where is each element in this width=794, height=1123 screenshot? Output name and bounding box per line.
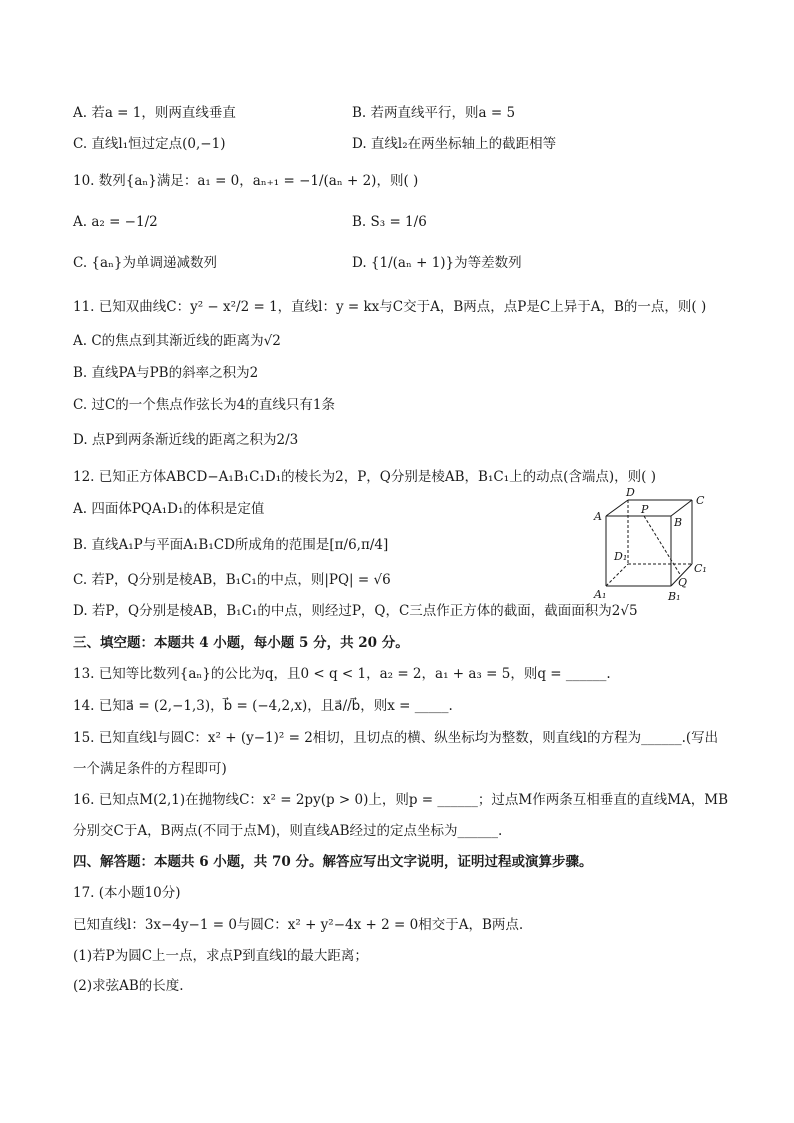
- q9-option-d: D. 直线l₂在两坐标轴上的截距相等: [352, 136, 557, 152]
- cube-label-a1: A₁: [594, 588, 607, 601]
- cube-label-c: C: [696, 494, 705, 507]
- q10-option-b: B. S₃ = 1/6: [352, 214, 427, 230]
- q9-option-a: A. 若a = 1，则两直线垂直: [73, 105, 236, 121]
- cube-hidden-edge: [606, 564, 628, 586]
- cube-label-d1: D₁: [614, 550, 628, 563]
- cube-diagram: [586, 486, 716, 606]
- q11-option-d: D. 点P到两条渐近线的距离之积为2/3: [73, 432, 299, 448]
- cube-edge: [671, 500, 692, 516]
- q16-line-2: 分别交C于A，B两点(不同于点M)，则直线AB经过的定点坐标为______.: [73, 823, 503, 839]
- q10-option-d: D. {1/(aₙ + 1)}为等差数列: [352, 255, 522, 271]
- q11-option-b: B. 直线PA与PB的斜率之积为2: [73, 365, 259, 381]
- q16-line-1: 16. 已知点M(2,1)在抛物线C：x² = 2py(p > 0)上，则p = ______；过点M作两条互相垂直的直线MA，MB: [73, 792, 729, 808]
- q17-header: 17. (本小题10分): [73, 885, 181, 901]
- q9-option-b: B. 若两直线平行，则a = 5: [352, 105, 516, 121]
- q9-option-c: C. 直线l₁恒过定点(0,−1): [73, 136, 226, 152]
- q14: 14. 已知a⃗ = (2,−1,3)，b⃗ = (−4,2,x)，且a⃗//b⃗，则x = _____.: [73, 698, 453, 714]
- q11-option-c: C. 过C的一个焦点作弦长为4的直线只有1条: [73, 397, 335, 413]
- section-4-heading: 四、解答题：本题共 6 小题，共 70 分。解答应写出文字说明，证明过程或演算步骤。: [73, 854, 593, 870]
- cube-edge: [606, 500, 628, 516]
- q17-part-1: (1)若P为圆C上一点，求点P到直线l的最大距离；: [73, 948, 368, 964]
- cube-label-a: A: [594, 510, 602, 523]
- q15-line-2: 一个满足条件的方程即可): [73, 761, 227, 777]
- q17-part-2: (2)求弦AB的长度.: [73, 978, 184, 994]
- cube-label-b1: B₁: [668, 590, 681, 603]
- q10-option-c: C. {aₙ}为单调递减数列: [73, 255, 217, 271]
- cube-label-q: Q: [678, 576, 688, 589]
- q12-option-c: C. 若P，Q分别是棱AB，B₁C₁的中点，则|PQ| = √6: [73, 572, 391, 588]
- q11-option-a: A. C的焦点到其渐近线的距离为√2: [73, 333, 281, 349]
- q10-stem: 10. 数列{aₙ}满足：a₁ = 0，aₙ₊₁ = −1/(aₙ + 2)，则( ): [73, 173, 419, 189]
- q17-stem: 已知直线l：3x−4y−1 = 0与圆C：x² + y²−4x + 2 = 0相交于A，B两点.: [73, 917, 524, 933]
- q12-option-d: D. 若P，Q分别是棱AB，B₁C₁的中点，则经过P，Q，C三点作正方体的截面，截面面积为2√5: [73, 603, 638, 619]
- cube-label-b: B: [674, 516, 683, 529]
- q12-stem: 12. 已知正方体ABCD−A₁B₁C₁D₁的棱长为2，P，Q分别是棱AB，B₁C₁上的动点(含端点)，则( ): [73, 469, 656, 485]
- q12-option-a: A. 四面体PQA₁D₁的体积是定值: [73, 501, 265, 517]
- q11-stem: 11. 已知双曲线C：y² − x²/2 = 1，直线l：y = kx与C交于A，B两点，点P是C上异于A，B的一点，则( ): [73, 299, 707, 315]
- q10-option-a: A. a₂ = −1/2: [73, 214, 158, 230]
- section-3-heading: 三、填空题：本题共 4 小题，每小题 5 分，共 20 分。: [73, 635, 409, 651]
- cube-label-c1: C₁: [694, 562, 707, 575]
- q12-option-b: B. 直线A₁P与平面A₁B₁CD所成角的范围是[π/6,π/4]: [73, 537, 389, 553]
- q13: 13. 已知等比数列{aₙ}的公比为q，且0 < q < 1，a₂ = 2，a₁ + a₃ = 5，则q = ______.: [73, 666, 611, 682]
- cube-label-d: D: [626, 486, 635, 499]
- cube-label-p: P: [641, 503, 649, 516]
- q15-line-1: 15. 已知直线l与圆C：x² + (y−1)² = 2相切，且切点的横、纵坐标均为整数，则直线l的方程为______.(写出: [73, 730, 719, 746]
